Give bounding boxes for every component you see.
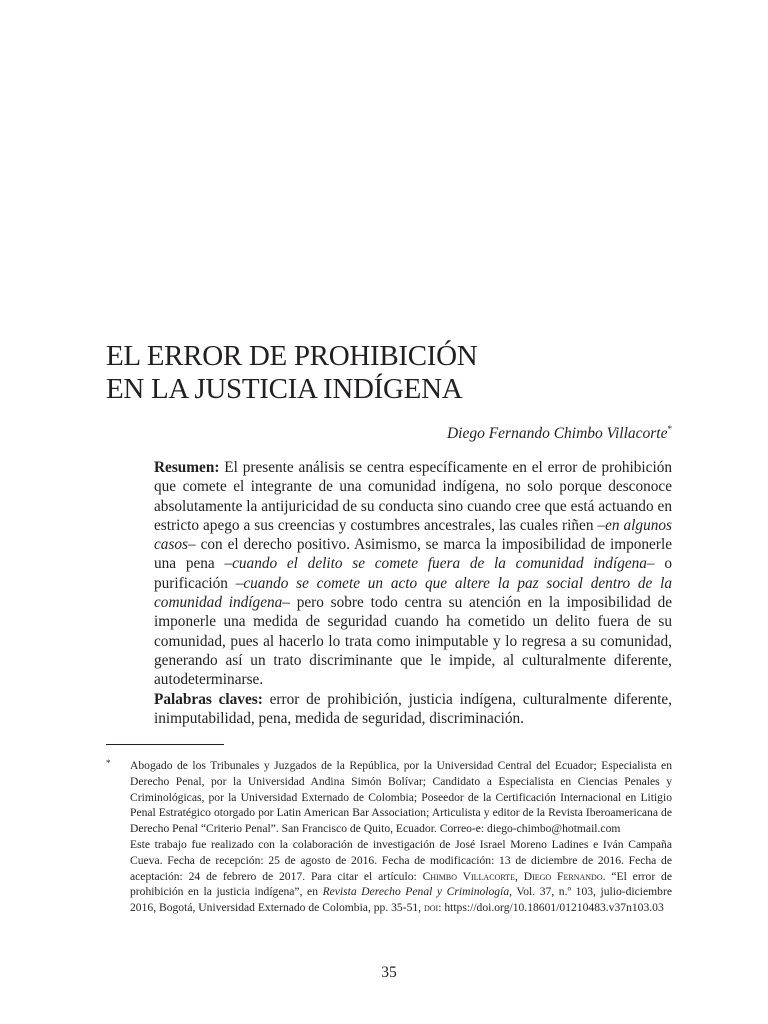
abstract-block [154, 458, 672, 728]
abstract-text-1: El presente análisis se centra específicamente en el error de prohibición que comete el integrante de una comunidad indígena, no solo porque desconoce absolutamente la antijuricidad de su conducta sino cuando cree que está actuando en estricto apego a sus creencias y costumbres ancestrales, las cuales riñen [154, 459, 672, 534]
article-title-line-1: EL ERROR DE PROHIBICIÓN [106, 340, 478, 372]
article-title [106, 340, 477, 406]
abstract-paragraph [154, 458, 672, 690]
citation-author: Chimbo Villacorte, Diego Fernando [422, 869, 603, 883]
keywords-text: error de prohibición, justicia indígena, culturalmente diferente, inimputabilidad, pena, medida de seguridad, discriminación. [154, 690, 672, 727]
abstract-text-4: pero sobre todo centra su atención en la imposibilidad de imponerle una medida de seguridad cuando ha cometido un delito fuera de su comunidad, pues al hacerlo lo trata como inimputable y lo regresa a su comunidad, generando así un trato discriminante que le impide, al culturalmente diferente, autodeterminarse. [154, 594, 673, 689]
abstract-label: Resumen: [154, 459, 220, 476]
footnote-text-a: Este trabajo fue realizado con la colaboración de investigación de José Israel Moreno Ladines e Iván Campaña Cueva. Fecha de recepción: 25 de agosto de 2016. Fecha de modificación: 13 de diciembre de 2016. Fecha de aceptación: 24 de febrero de 2017. Para citar el artículo: [130, 837, 672, 883]
footnote-marker: * [106, 758, 111, 768]
page-number: 35 [381, 964, 397, 981]
doi-label: doi [423, 901, 439, 915]
doi-link: : https://doi.org/10.18601/01210483.v37n103.03 [438, 901, 664, 915]
abstract-italic-3: –cuando se comete un acto que altere la paz social dentro de la comunidad indígena– [154, 574, 672, 612]
abstract-text-2: con el derecho positivo. Asimismo, se marca la imposibilidad de imponerle una pena [154, 536, 672, 573]
footnote [106, 758, 672, 916]
footnote-paragraph-2 [130, 837, 672, 916]
footnote-text-b: . “El error de prohibición en la justicia indígena”, en [130, 869, 672, 899]
keywords-label: Palabras claves: [154, 690, 263, 708]
citation-journal: Revista Derecho Penal y Criminología [322, 885, 510, 899]
footnote-text-c: , Vol. 37, n.º 103, julio-diciembre 2016, Bogotá, Universidad Externado de Colombia, pp. 35-51, [130, 885, 672, 915]
keywords-paragraph [154, 690, 672, 729]
abstract-italic-2: –cuando el delito se comete fuera de la comunidad indígena– [224, 555, 655, 573]
footnote-separator [106, 744, 224, 745]
author-line [447, 425, 672, 443]
author-footnote-marker: * [667, 423, 672, 434]
abstract-text-3: o purificación [154, 555, 672, 592]
abstract-italic-1: –en algunos casos– [154, 516, 672, 554]
footnote-paragraph-1: Abogado de los Tribunales y Juzgados de la República, por la Universidad Central del Ecuador; Especialista en Derecho Penal, por la Universidad Andina Simón Bolívar; Candidato a Especialista en Ciencias Penales y Criminológicas, por la Universidad Externado de Colombia; Poseedor de la Certificación Internacional en Litigio Penal Estratégico otorgado por Latin American Bar Association; Articulista y editor de la Revista Iberoamericana de Derecho Penal “Criterio Penal”. San Francisco de Quito, Ecuador. Correo-e: diego-chimbo@hotmail.com [130, 759, 672, 836]
footnote-body [130, 758, 672, 916]
article-title-line-2: EN LA JUSTICIA INDÍGENA [106, 373, 463, 405]
author-name: Diego Fernando Chimbo Villacorte [446, 425, 668, 442]
